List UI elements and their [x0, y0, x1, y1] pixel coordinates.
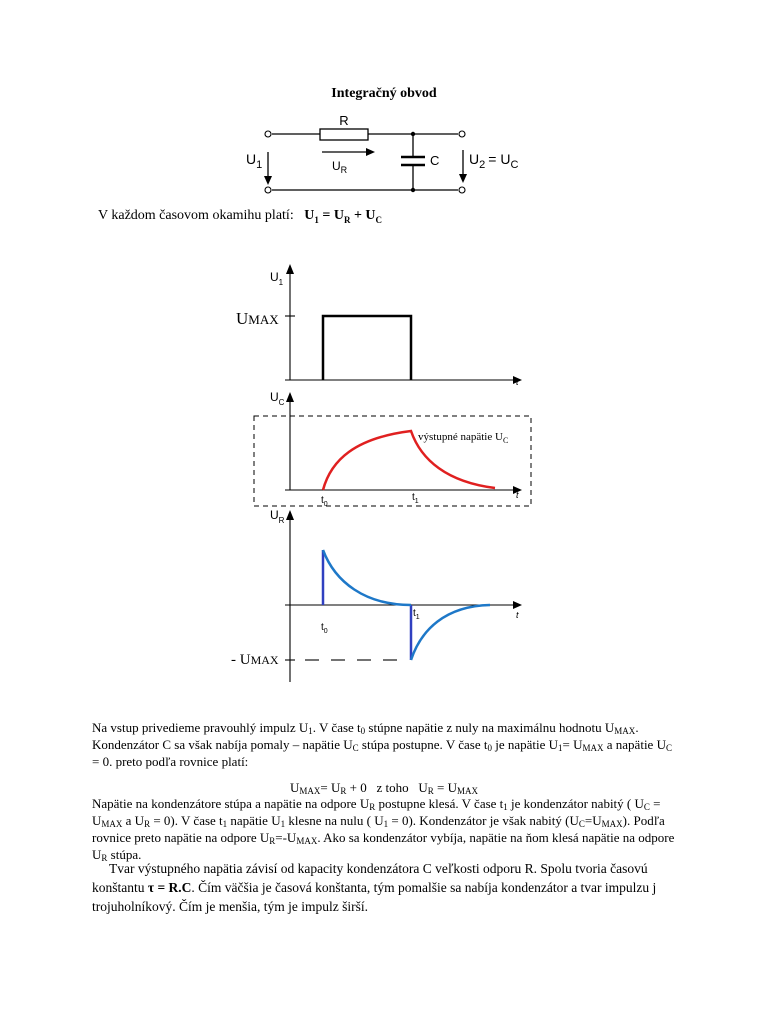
u2-label: U: [469, 151, 480, 167]
time-constant-formula: τ = R.C: [147, 880, 192, 895]
equation-intro: V každom časovom okamihu platí:: [98, 208, 294, 223]
svg-text:t0: $t_0$: [321, 622, 328, 635]
svg-text:t: t: [516, 610, 519, 620]
ur-label: U: [332, 159, 341, 173]
neg-umax-label: - UMAX: [231, 652, 279, 668]
center-formula: $U_{MAX}= U_R + 0$ z toho $U_R = U_{MAX}$: [289, 780, 479, 796]
u1-label: U: [246, 151, 257, 167]
input-terminal-top: [265, 131, 271, 137]
svg-text:t1: $t_1$: [412, 492, 419, 505]
paragraph-2: Napätie na kondenzátore stúpa a napätie na odpore $U_R$ postupne klesá. V čase $t_1$ je kondenzátor nabitý ( $U_C = U_{MAX}$ a $U_R = 0$). V čase $t_1$ napätie $U_1$ klesne na nulu ( $U_1 = 0$). Kondenzátor je však nabitý $(U_C=U_{MAX})$. Podľa rovnice preto napätie na odpore $U_R=-U_{MAX}$. Ako sa kondenzátor vybíja, napätie na ňom klesá napätie na odpore $U_R$ stúpa.: [92, 796, 675, 863]
timing-diagrams: [225, 260, 540, 690]
svg-text:U2= UC: $U_2 = U_C$: [469, 151, 519, 171]
u1-graph: [285, 272, 515, 380]
svg-text:t: t: [516, 377, 519, 387]
umax-label: UMAX: [236, 309, 279, 328]
page-title: Integračný obvod: [331, 86, 437, 101]
ur-graph: [285, 518, 515, 682]
output-terminal-bottom: [459, 187, 465, 193]
resistor-symbol: [320, 129, 368, 140]
input-terminal-bottom: [265, 187, 271, 193]
equation-line: [98, 208, 382, 225]
output-voltage-annotation: výstupné napätie $U_C$: [418, 431, 509, 445]
output-highlight-box: [254, 416, 531, 506]
output-terminal-top: [459, 131, 465, 137]
svg-text:UC: $U_C$: [270, 390, 285, 407]
svg-text:U1: $U_1$: [246, 151, 263, 171]
svg-text:U1: $U_1$: [270, 270, 284, 287]
svg-text:UR: $U_R$: [270, 508, 285, 525]
svg-text:t: t: [516, 490, 519, 500]
rc-circuit-diagram: [230, 108, 540, 200]
resistor-label: R: [339, 113, 349, 128]
voltage-equation: $U_1 = U_R + U_C$: [304, 208, 383, 225]
paragraph-1: Na vstup privedieme pravouhlý impulz $U_1$. V čase $t_0$ stúpne napätie z nuly na maximálnu hodnotu $U_{MAX}$. Kondenzátor C sa však nabíja pomaly – napätie $U_C$ stúpa postupne. V čase $t_0$ je napätie $U_1= U_{MAX}$ a napätie $U_C = 0$. preto podľa rovnice platí:: [92, 720, 672, 769]
uc-graph: [285, 400, 515, 490]
u1-pulse: [323, 316, 411, 380]
svg-text:t1: $t_1$: [413, 608, 420, 621]
paragraph-3: Tvar výstupného napätia závisí od kapacity kondenzátora C veľkosti odporu R. Spolu tvoria časovú konštantu τ = R.C. Čím väčšia je časová konštanta, tým pomalšie sa nabíja kondenzátor a tvar impulzu j trojuholníkový. Čím je menšia, tým je impulz širší.: [92, 861, 657, 914]
svg-text:t0: $t_0$: [321, 495, 328, 508]
capacitor-label: C: [430, 153, 440, 168]
svg-text:UR: $U_R$: [332, 159, 348, 175]
